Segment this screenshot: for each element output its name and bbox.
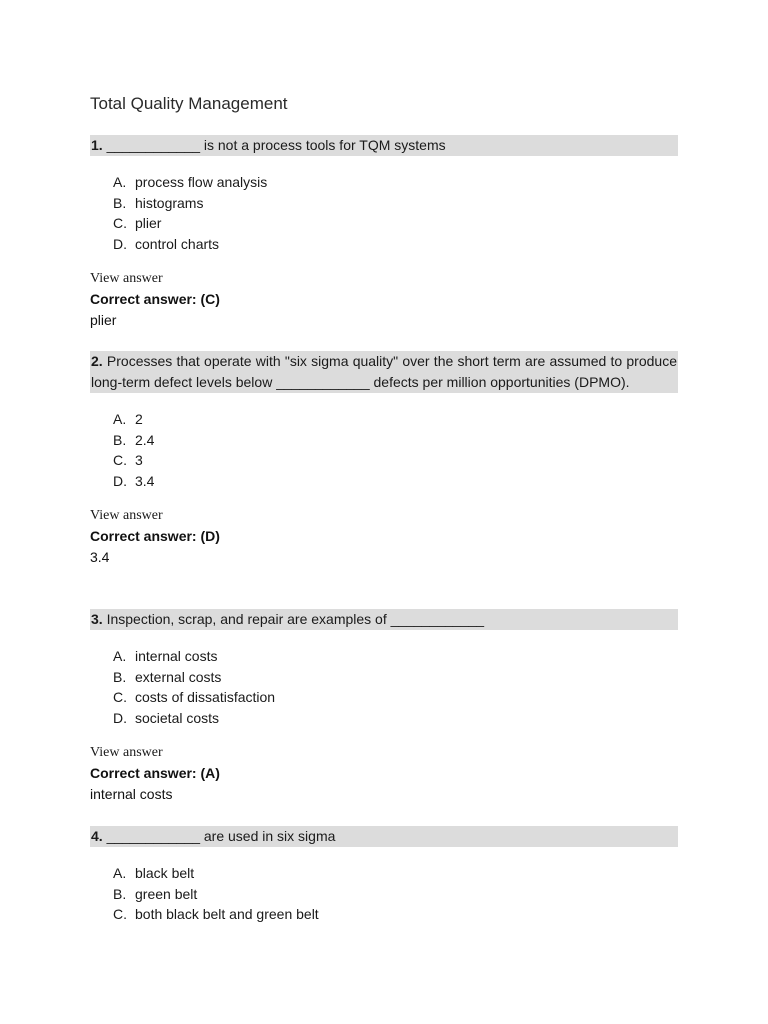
option-d: [113, 708, 678, 729]
option-letter: D.: [113, 235, 127, 252]
option-letter: D.: [113, 709, 127, 726]
option-letter: C.: [113, 689, 127, 706]
option-text: green belt: [135, 885, 198, 902]
option-c: [113, 904, 678, 925]
view-answer-link[interactable]: View answer: [90, 508, 163, 524]
option-letter: B.: [113, 885, 127, 902]
option-d: [113, 234, 678, 255]
option-text: internal costs: [135, 648, 218, 664]
option-list: [90, 409, 678, 491]
option-text: plier: [135, 215, 162, 232]
option-a: [113, 409, 678, 430]
option-text: 3.4: [135, 472, 155, 489]
option-text: costs of dissatisfaction: [135, 689, 276, 706]
option-text: process flow analysis: [135, 174, 268, 190]
answer-text: internal costs: [90, 786, 173, 803]
option-letter: B.: [113, 194, 127, 211]
option-text: 2: [135, 411, 143, 427]
answer-text: plier: [90, 312, 117, 329]
option-letter: B.: [113, 431, 127, 448]
option-letter: B.: [113, 668, 127, 685]
question-number: 2.: [91, 353, 103, 369]
option-a: [113, 172, 678, 193]
option-c: [113, 450, 678, 471]
option-c: [113, 213, 678, 234]
option-b: [113, 884, 678, 905]
correct-answer-label: Correct answer: (D): [90, 528, 220, 545]
option-letter: C.: [113, 906, 127, 923]
option-letter: A.: [113, 411, 127, 427]
option-letter: C.: [113, 215, 127, 232]
option-text: 3: [135, 452, 143, 469]
option-list: [90, 646, 678, 728]
question-1-text: [90, 135, 678, 156]
question-text: Processes that operate with "six sigma quality" over the short term are assumed to produce long-term defect levels below ____________ defects per million opportunities (DPMO).: [91, 353, 677, 390]
option-b: [113, 430, 678, 451]
option-text: black belt: [135, 865, 195, 881]
question-1: [90, 135, 678, 331]
question-3-text: [90, 609, 678, 630]
view-answer-link[interactable]: View answer: [90, 271, 163, 287]
question-text: Inspection, scrap, and repair are examples of ____________: [102, 611, 485, 627]
option-a: [113, 646, 678, 667]
correct-answer-label: Correct answer: (A): [90, 765, 220, 782]
option-letter: C.: [113, 452, 127, 469]
option-a: [113, 863, 678, 884]
option-list: [90, 172, 678, 254]
view-answer-link[interactable]: View answer: [90, 745, 163, 761]
question-2: [90, 351, 678, 568]
question-4: [90, 826, 678, 925]
question-number: 4.: [91, 828, 103, 844]
option-text: external costs: [135, 668, 222, 685]
option-letter: A.: [113, 174, 127, 190]
option-letter: A.: [113, 865, 127, 881]
option-c: [113, 687, 678, 708]
option-b: [113, 667, 678, 688]
option-text: histograms: [135, 194, 204, 211]
question-number: 1.: [91, 137, 103, 153]
option-b: [113, 193, 678, 214]
question-3: [90, 609, 678, 805]
option-letter: D.: [113, 472, 127, 489]
option-text: both black belt and green belt: [135, 906, 319, 923]
option-list: [90, 863, 678, 925]
option-text: control charts: [135, 235, 220, 252]
option-letter: A.: [113, 648, 127, 664]
question-text: ____________ are used in six sigma: [102, 828, 336, 844]
option-text: 2.4: [135, 431, 155, 448]
page-title: Total Quality Management: [90, 94, 288, 113]
question-4-text: [90, 826, 678, 847]
option-d: [113, 471, 678, 492]
option-text: societal costs: [135, 709, 220, 726]
answer-text: 3.4: [90, 549, 110, 566]
question-text: ____________ is not a process tools for TQM systems: [102, 137, 446, 153]
question-2-text: [90, 351, 678, 393]
question-number: 3.: [91, 611, 103, 627]
correct-answer-label: Correct answer: (C): [90, 291, 220, 308]
